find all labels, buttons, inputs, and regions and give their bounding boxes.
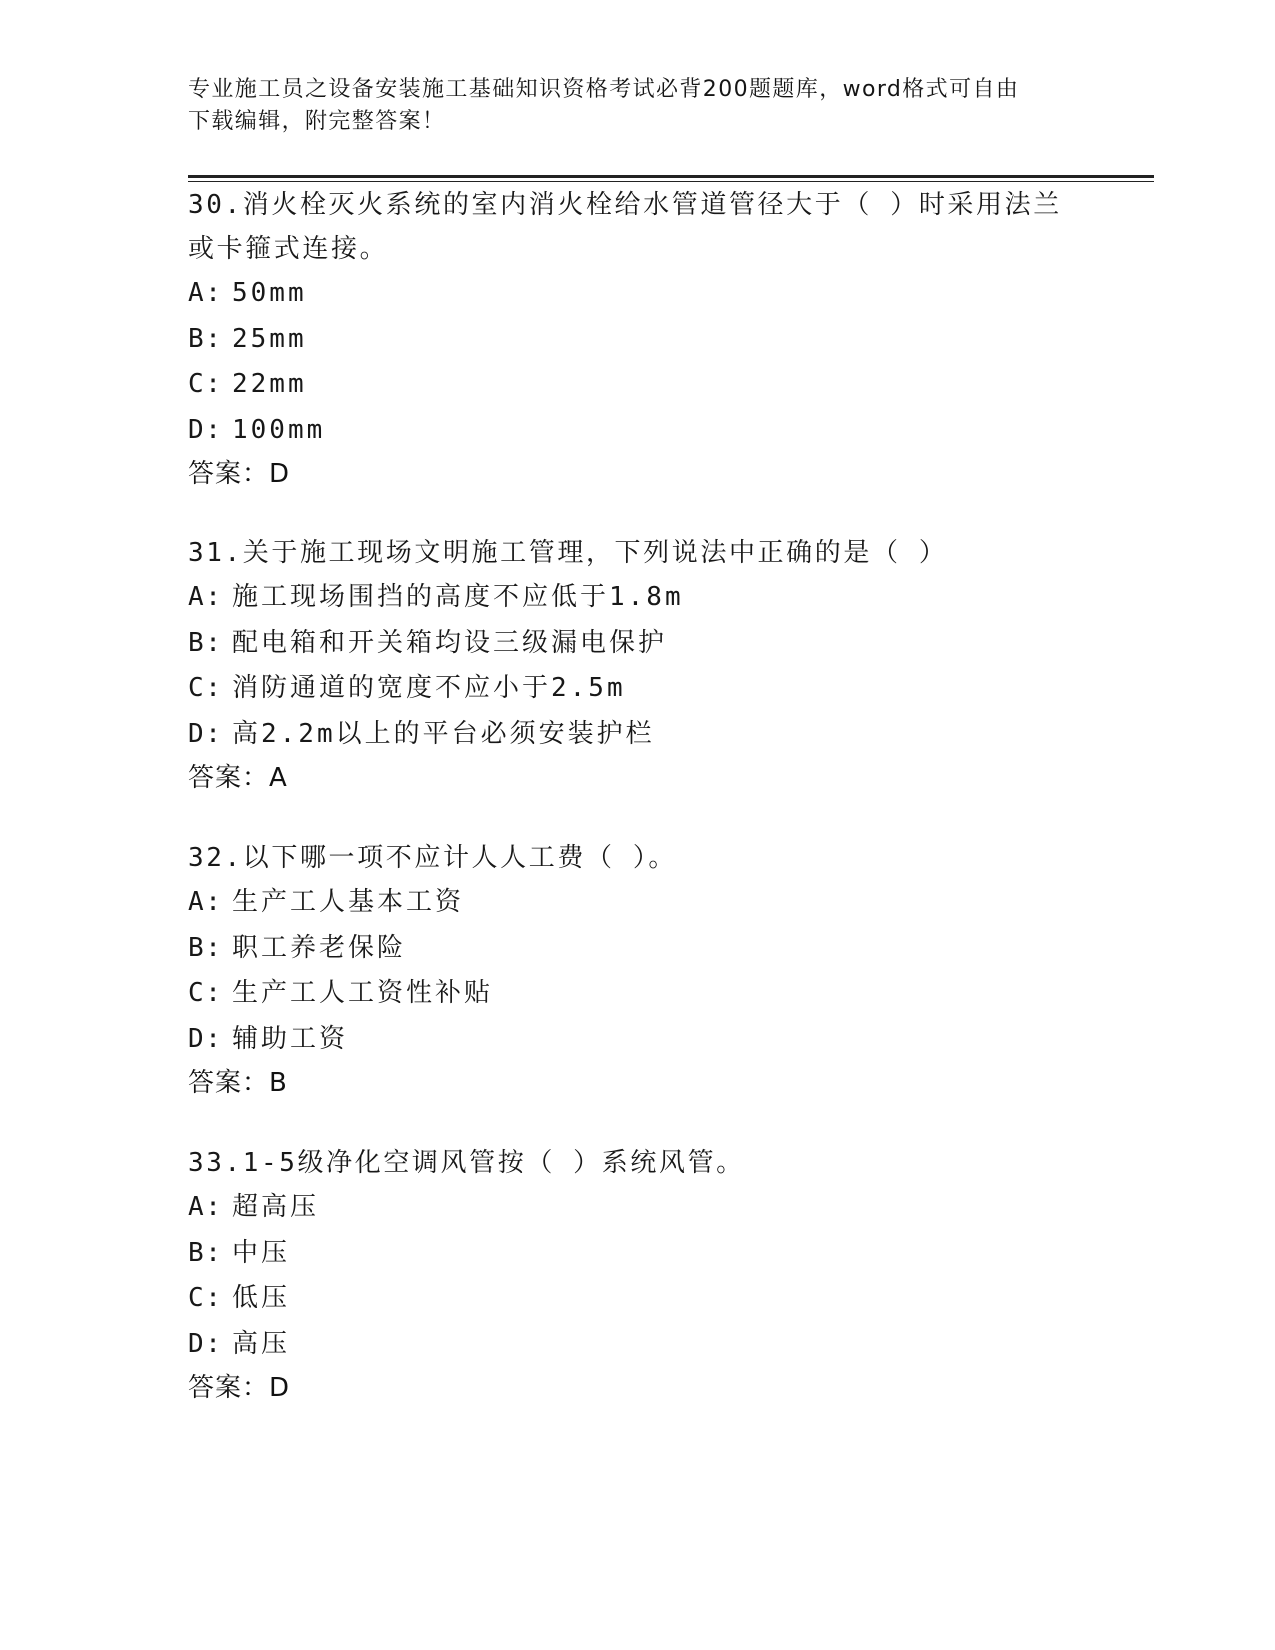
- option-letter: A:: [188, 582, 223, 612]
- option-b: [188, 1231, 1108, 1277]
- option-letter: D:: [188, 718, 223, 749]
- option-list: [188, 1185, 1108, 1367]
- option-text: 消防通道的宽度不应小于2.5m: [232, 673, 626, 703]
- header-line-2: 下载编辑，附完整答案！: [188, 109, 446, 134]
- option-text: 辅助工资: [232, 1023, 349, 1054]
- option-a: [188, 575, 1108, 621]
- option-d: [188, 1322, 1108, 1368]
- option-text: 生产工人基本工资: [232, 887, 465, 917]
- option-text: 配电箱和开关箱均设三级漏电保护: [232, 627, 668, 658]
- answer-label: 答案：: [188, 1068, 270, 1098]
- question-31: [188, 531, 1108, 799]
- option-letter: A:: [188, 278, 223, 308]
- option-letter: A:: [188, 1192, 223, 1222]
- option-a: [188, 271, 1108, 317]
- answer-label: 答案：: [188, 1373, 270, 1403]
- option-text: 100mm: [232, 414, 326, 445]
- question-stem: 33.1-5级净化空调风管按（ ）系统风管。: [188, 1148, 745, 1178]
- option-letter: D:: [188, 1023, 223, 1054]
- option-a: [188, 880, 1108, 926]
- option-letter: B:: [188, 932, 223, 963]
- question-32: [188, 836, 1108, 1104]
- option-b: [188, 317, 1108, 363]
- option-c: [188, 971, 1108, 1017]
- answer-label: 答案：: [188, 763, 270, 793]
- option-text: 生产工人工资性补贴: [232, 978, 494, 1008]
- option-letter: B:: [188, 323, 223, 354]
- option-letter: C:: [188, 673, 223, 703]
- question-33: [188, 1141, 1108, 1409]
- question-stem: 31.关于施工现场文明施工管理，下列说法中正确的是（ ）: [188, 538, 948, 568]
- option-letter: D:: [188, 414, 223, 445]
- answer-key: D: [269, 1373, 292, 1403]
- option-c: [188, 666, 1108, 712]
- option-text: 低压: [232, 1283, 291, 1313]
- answer-line: [188, 1062, 1108, 1104]
- document-header: [188, 74, 1068, 138]
- option-d: [188, 408, 1108, 454]
- option-text: 中压: [232, 1237, 291, 1268]
- header-divider-thin: [188, 181, 1154, 182]
- question-stem: 30.消火栓灭火系统的室内消火栓给水管道管径大于（ ）时采用法兰 或卡箍式连接。: [188, 190, 1062, 264]
- option-d: [188, 712, 1108, 758]
- option-text: 超高压: [232, 1192, 320, 1222]
- header-line-1: 专业施工员之设备安装施工基础知识资格考试必背200题题库，word格式可自由: [188, 77, 1020, 102]
- option-text: 施工现场围挡的高度不应低于1.8m: [232, 582, 684, 612]
- option-list: [188, 880, 1108, 1062]
- option-d: [188, 1017, 1108, 1063]
- question-30: [188, 183, 1108, 495]
- option-text: 25mm: [232, 323, 307, 354]
- answer-key: A: [269, 763, 289, 793]
- option-letter: C:: [188, 1283, 223, 1313]
- header-divider-thick: [188, 175, 1154, 178]
- option-list: [188, 575, 1108, 757]
- answer-line: [188, 757, 1108, 799]
- option-b: [188, 926, 1108, 972]
- option-text: 22mm: [232, 369, 307, 399]
- option-letter: D:: [188, 1328, 223, 1359]
- answer-label: 答案：: [188, 459, 270, 489]
- option-list: [188, 271, 1108, 453]
- option-text: 高压: [232, 1328, 291, 1359]
- option-letter: C:: [188, 369, 223, 399]
- option-letter: B:: [188, 627, 223, 658]
- question-stem: 32.以下哪一项不应计人人工费（ ）。: [188, 843, 678, 873]
- option-text: 职工养老保险: [232, 932, 407, 963]
- option-c: [188, 1276, 1108, 1322]
- option-c: [188, 362, 1108, 408]
- option-text: 高2.2m以上的平台必须安装护栏: [232, 718, 655, 749]
- answer-key: D: [269, 459, 292, 489]
- option-b: [188, 621, 1108, 667]
- option-letter: A:: [188, 887, 223, 917]
- option-letter: B:: [188, 1237, 223, 1268]
- answer-line: [188, 1367, 1108, 1409]
- option-letter: C:: [188, 978, 223, 1008]
- option-text: 50mm: [232, 278, 307, 308]
- answer-key: B: [269, 1068, 289, 1098]
- option-a: [188, 1185, 1108, 1231]
- answer-line: [188, 453, 1108, 495]
